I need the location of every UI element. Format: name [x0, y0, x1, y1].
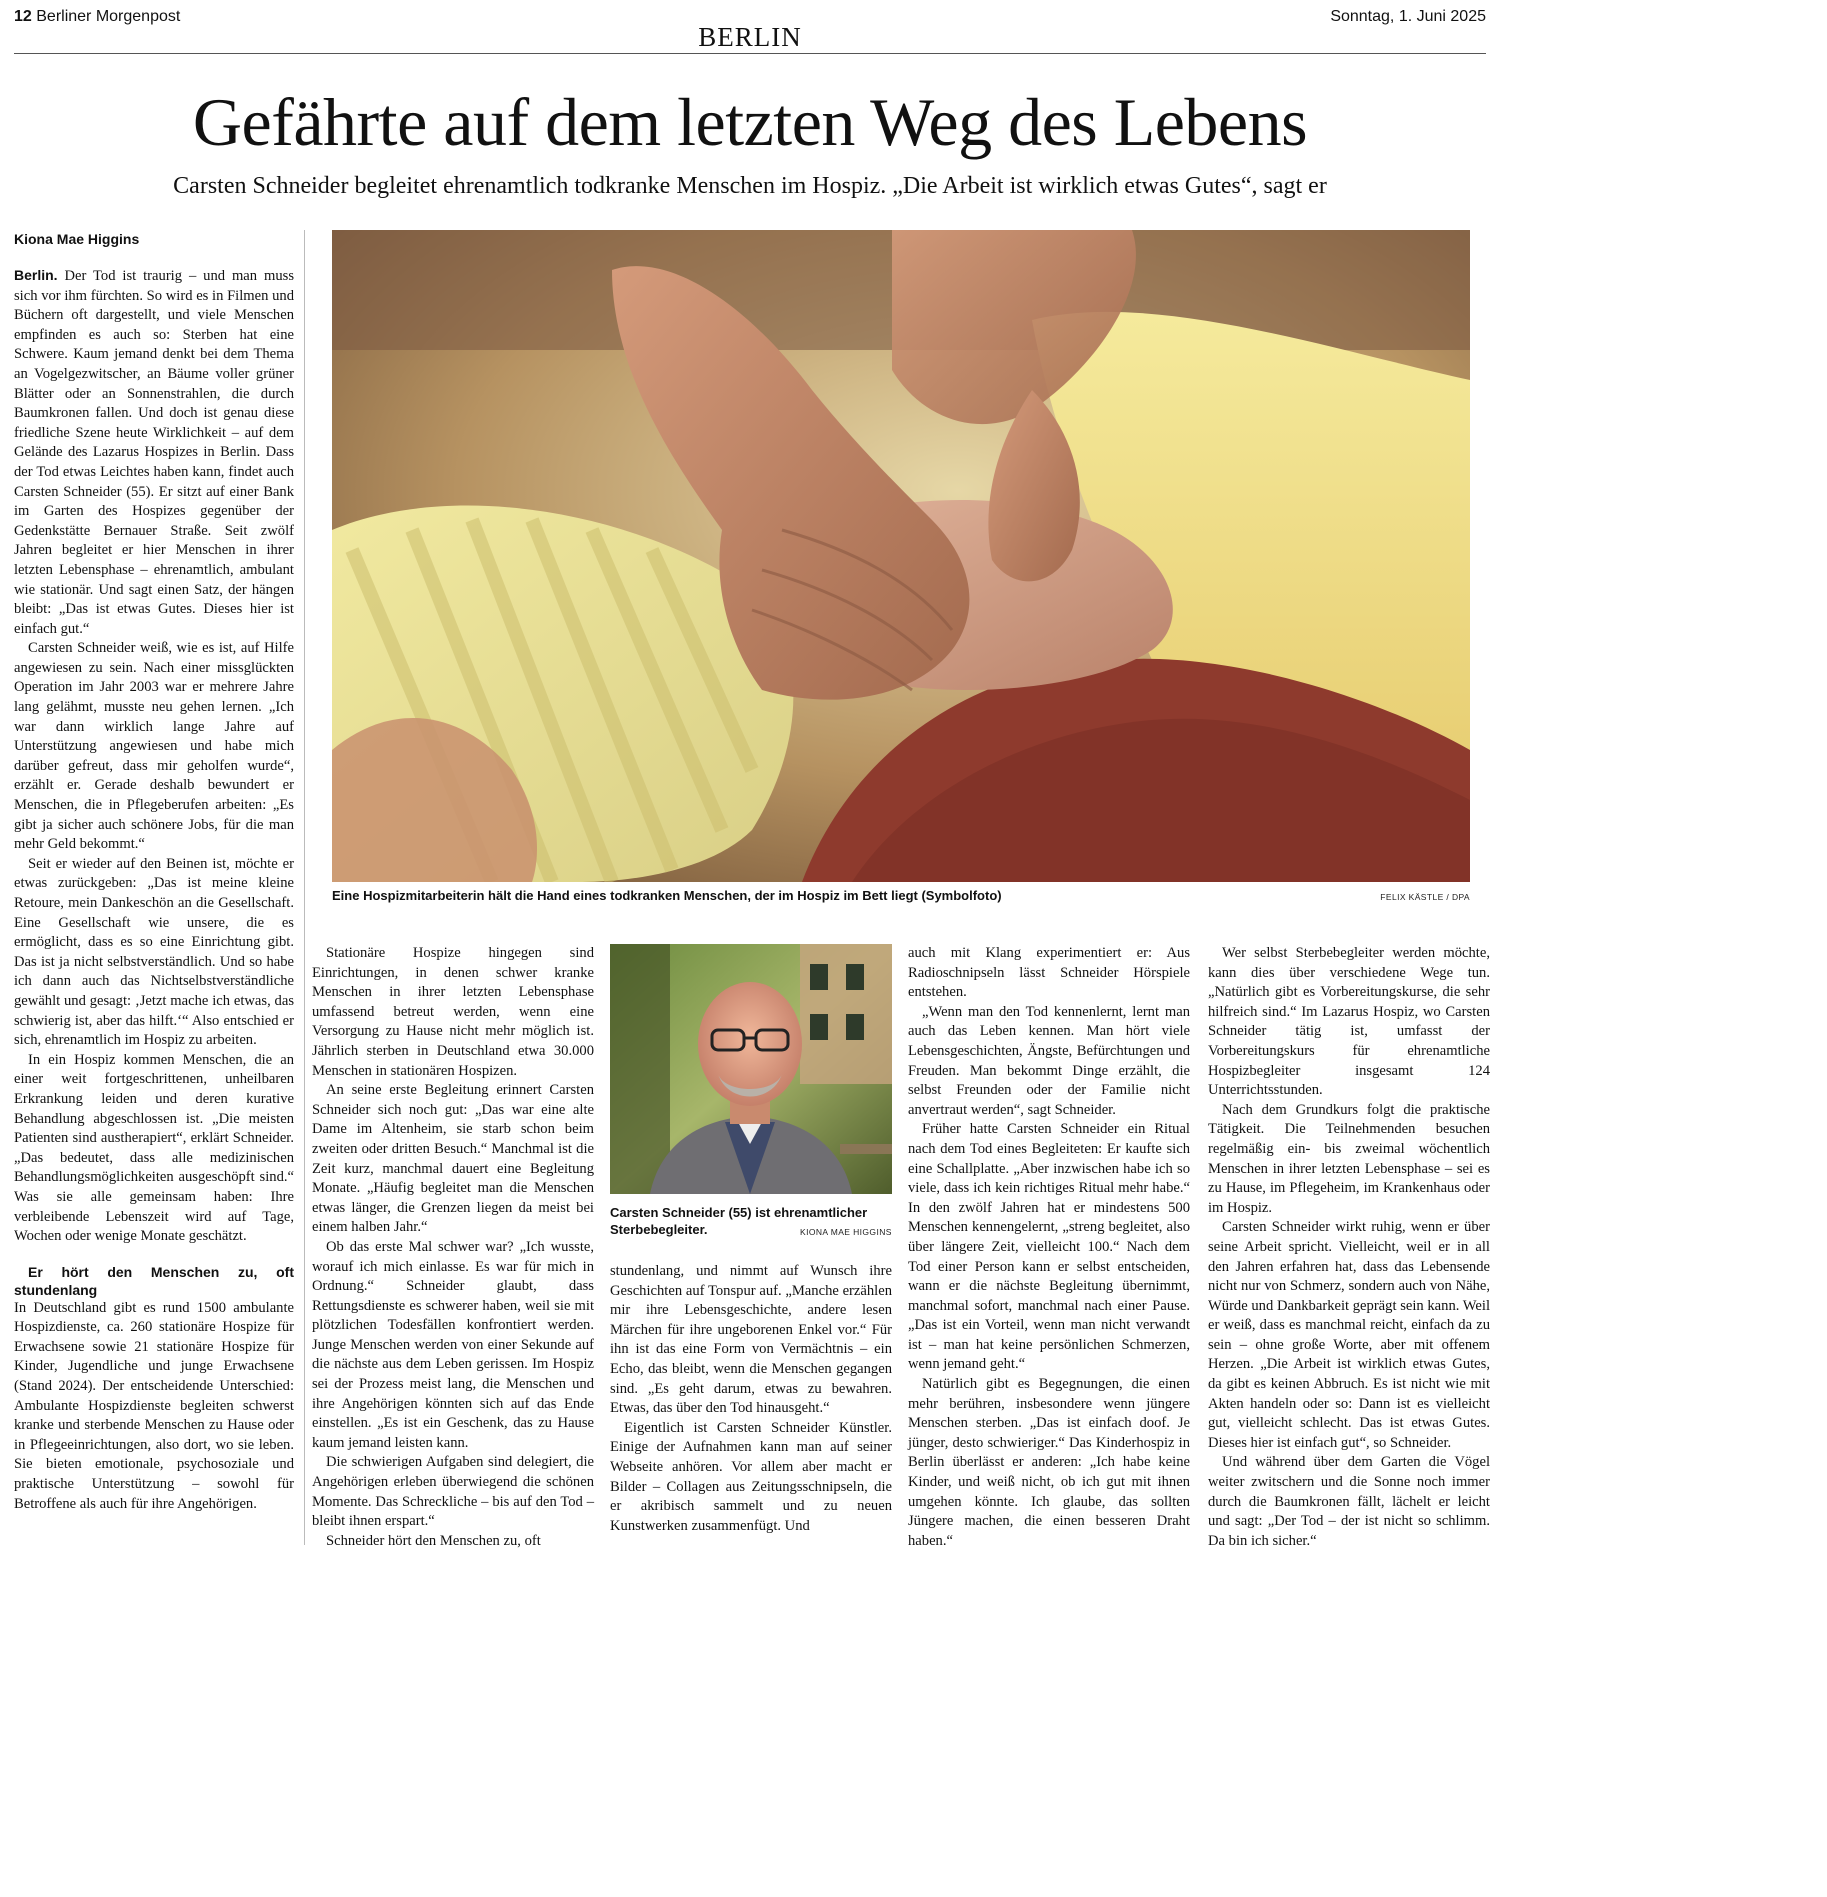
paragraph: Früher hatte Carsten Schneider ein Ritual nach dem Tod eines Begleiteten: Er kaufte sich eine Schallplatte. „Aber inzwischen habe ich so viele, dass ich kein richtiges Ritual mehr habe.“ In den zwölf Jahren hat er mindestens 500 Menschen kennengelernt, „streng begleitet, also über längere Zeit, vielleicht 100.“ Nach dem Tod einer Person kann er selbst entscheiden, wann er die nächste Begleitung übernimmt, manchmal sofort, manchmal nach einer Pause. „Das ist ein Vorteil, wenn man nicht verwandt ist – man hat keine persönlichen Schmerzen, wenn jemand geht.“ — [908, 1121, 1190, 1373]
paragraph: auch mit Klang experimentiert er: Aus Radioschnipseln lässt Schneider Hörspiele entstehen. — [908, 945, 1190, 1001]
subhead: Er hört den Menschen zu, oft stundenlang — [14, 1263, 294, 1298]
column-4-text — [908, 944, 1190, 1551]
portrait-caption: Carsten Schneider (55) ist ehrenamtlicher Sterbebegleiter. — [610, 1205, 868, 1237]
column-1 — [14, 230, 294, 1514]
paragraph: Natürlich gibt es Begegnungen, die einen mehr berühren, insbesondere wenn jüngere Menschen sterben. „Das ist einfach doof. Je jünger, desto schwieriger.“ Das Kinderhospiz in Berlin überlässt er anderen: „Ich habe keine Kinder, und weiß nicht, ob ich gut mit ihnen umgehen könnte. Ich glaube, das sollten Jüngere machen, die einen besseren Draht haben.“ — [908, 1376, 1190, 1549]
section-title: BERLIN — [698, 22, 802, 52]
paragraph: An seine erste Begleitung erinnert Carsten Schneider sich noch gut: „Das war eine alte Dame im Altenheim, sie starb schon beim zweiten oder dritten Besuch.“ Manchmal ist die Zeit kurz, manchmal dauert eine Begleitung Monate. „Häufig begleitet man die Menschen etwas länger, die Grenzen liegen da meist bei einem halben Jahr.“ — [312, 1082, 594, 1236]
paragraph: Eigentlich ist Carsten Schneider Künstler. Einige der Aufnahmen kann man auf seiner Webseite anhören. Vor allem aber macht er Bilder – Collagen aus Zeitungsschnipseln, die er akribisch sammelt und zu neuen Kunstwerken zusammenfügt. Und — [610, 1419, 892, 1534]
main-photo — [332, 230, 1470, 882]
paragraph: Carsten Schneider weiß, wie es ist, auf Hilfe angewiesen zu sein. Nach einer missglückten Operation im Jahr 2003 war er mehrere Jahre lang gelähmt, musste neu gehen lernen. „Ich war dann wirklich lange Jahre auf Unterstützung angewiesen und habe mich darüber gefreut, dass mir geholfen wurde“, erzählt er. Gerade deshalb bewundert er Menschen, die in Pflegeberufen arbeiten: „Es gibt ja sicher auch schönere Jobs, für die man mehr Geld bekommt.“ — [14, 640, 294, 853]
paragraph: Carsten Schneider wirkt ruhig, wenn er über seine Arbeit spricht. Vielleicht, weil er in all den Jahren erfahren hat, dass das Lebensende nicht nur von Schmerz, sondern auch von Nähe, Würde und Dankbarkeit geprägt sein kann. Weil er weiß, dass es manchmal reicht, einfach da zu sein – ohne große Worte, aber mit offenem Herzen. „Die Arbeit ist wirklich etwas Gutes, da gibt es keinen Abbruch. Es ist nicht wie mit Akten handeln oder so: Dann ist es vielleicht gut, vielleicht schlecht. Das ist etwas Gutes. Dieses hier ist einfach gut“, so Schneider. — [1208, 1219, 1490, 1451]
paragraph: In Deutschland gibt es rund 1500 ambulante Hospizdienste, ca. 260 stationäre Hospize für Erwachsene sowie 21 stationäre Hospize für Kinder, Jugendliche und junge Erwachsene (Stand 2024). Der entscheidende Unterschied: Ambulante Hospizdienste begleiten schwerst kranke und sterbende Menschen zu Hause oder in Pflegeeinrichtungen, also dort, wo sie leben. Sie bieten emotionale, psychosoziale und praktische Unterstützung – sowohl für Betroffene als auch für ihre Angehörigen. — [14, 1299, 294, 1512]
column-5-text — [1208, 944, 1490, 1551]
dateline: Berlin. — [14, 267, 58, 283]
portrait-photo — [610, 944, 892, 1194]
paragraph: stundenlang, und nimmt auf Wunsch ihre Geschichten auf Tonspur auf. „Manche erzählen mir ihre Lebensgeschichte, andere lesen Märchen für ihre ungeborenen Enkel vor.“ Für ihn ist das eine Form von Vermächtnis – ein Echo, das bleibt, wenn die Menschen gegangen sind. „Es geht darum, etwas zu bewahren. Etwas, das über den Tod hinausgeht.“ — [610, 1263, 892, 1417]
main-photo-credit: FELIX KÄSTLE / DPA — [1380, 892, 1470, 902]
headline: Gefährte auf dem letzten Weg des Lebens — [192, 84, 1308, 160]
page-number: 12 — [14, 8, 32, 25]
paragraph: „Wenn man den Tod kennenlernt, lernt man auch das Leben kennen. Man hört viele Lebensgeschichten, Ängste, Befürchtungen und Freuden. Man bekommt Dinge erzählt, die selbst Freunden oder der Familie nicht anvertraut werden“, sagt Schneider. — [908, 1003, 1190, 1118]
column-1-text — [14, 266, 294, 1514]
paragraph: Und während über dem Garten die Vögel weiter zwitschern und die Sonne noch immer durch die Baumkronen fällt, lächelt er leicht und sagt: „Der Tod – der ist nicht so schlimm. Da bin ich sicher.“ — [1208, 1454, 1490, 1549]
hands-photo-illustration — [332, 230, 1470, 882]
paragraph: Schneider hört den Menschen zu, oft — [326, 1532, 541, 1549]
paragraph: Seit er wieder auf den Beinen ist, möchte er etwas zurückgeben: „Das ist meine kleine Retoure, mein Dankeschön an die Gesellschaft. Eine Gesellschaft wie unsere, die es ermöglicht, dass es so eine Einrichtung gibt. Das ist ja nicht selbstverständlich. Und so habe ich dann auch das Nichtselbstverständliche gewählt und gesagt: ‚Jetzt mache ich etwas, das schwierig ist, aber das hilft.‘“ Also entschied er sich, ehrenamtlich im Hospiz zu arbeiten. — [14, 855, 294, 1049]
paragraph-text: Der Tod ist traurig – und man muss sich vor ihm fürchten. So wird es in Filmen und Büchern oft dargestellt, und viele Menschen empfinden es auch so: Sterben hat eine Schwere. Kaum jemand denkt bei dem Thema an Vogelgezwitscher, an Bäume voller grüner Blätter oder an Sonnenstrahlen, die durch Baumkronen fallen. Und doch ist genau diese friedliche Szene heute Wirklichkeit – auf dem Gelände des Lazarus Hospizes in Berlin. Dass der Tod etwas Leichtes haben kann, findet auch Carsten Schneider (55). Er sitzt auf einer Bank im Garten des Hospizes gegenüber der Gedenkstätte Bernauer Straße. Seit zwölf Jahren begleitet er hier Menschen in ihrer letzten Lebensphase – ehrenamtlich, ambulant wie stationär. Und sagt einen Satz, der hängen bleibt: „Das ist etwas Gutes. Dieses hier ist einfach gut.“ — [14, 268, 294, 637]
subheadline: Carsten Schneider begleitet ehrenamtlich todkranke Menschen im Hospiz. „Die Arbeit ist wirklich etwas Gutes“, sagt er — [173, 173, 1327, 199]
paragraph — [14, 266, 294, 639]
column-2-text — [312, 944, 594, 1551]
author-byline: Kiona Mae Higgins — [14, 231, 140, 247]
paragraph: In ein Hospiz kommen Menschen, die an einer weit fortgeschrittenen, unheilbaren Erkrankung leiden und deren kurative Behandlung abgeschlossen ist. „Die meisten Patienten sind austherapiert“, erklärt Schneider. „Das bedeutet, dass alle medizinischen Behandlungsmöglichkeiten ausgeschöpft sind.“ Was sie alle gemeinsam haben: Ihre verbleibende Lebenszeit wird auf Tage, Wochen oder wenige Monate geschätzt. — [14, 1051, 294, 1245]
portrait-illustration — [610, 944, 892, 1194]
column-3-text — [610, 1262, 892, 1536]
header-rule — [14, 53, 1486, 54]
portrait-credit: KIONA MAE HIGGINS — [800, 1227, 892, 1237]
paragraph: Nach dem Grundkurs folgt die praktische Tätigkeit. Die Teilnehmenden besuchen regelmäßig ein- bis zweimal wöchentlich Menschen in ihrer letzten Lebensphase – sei es zu Hause, im Pflegeheim, im Krankenhaus oder im Hospiz. — [1208, 1101, 1490, 1216]
publication-name: Berliner Morgenpost — [36, 8, 181, 25]
paragraph: Ob das erste Mal schwer war? „Ich wusste, worauf ich mich einlasse. Es war für mich in Ordnung.“ Schneider glaubt, dass Rettungsdienste es schwerer haben, weil sie mit plötzlichen Todesfällen konfrontiert werden. Junge Menschen werden von einer Sekunde auf die nächste aus dem Leben gerissen. Im Hospiz sei der Prozess meist lang, die Menschen und ihre Angehörigen könnten sich auf das Ende einstellen. „Es ist ein Geschenk, das zu Hause kaum jemand leisten kann. — [312, 1238, 594, 1451]
column-divider — [304, 230, 305, 1545]
paragraph: Wer selbst Sterbebegleiter werden möchte, kann dies über verschiedene Wege tun. „Natürlich gibt es Vorbereitungskurse, die sehr hilfreich sind.“ Im Lazarus Hospiz, wo Carsten Schneider tätig ist, umfasst der Vorbereitungskurs für ehrenamtliche Hospizbegleiter insgesamt 124 Unterrichtsstunden. — [1208, 945, 1490, 1099]
issue-date: Sonntag, 1. Juni 2025 — [1330, 8, 1486, 25]
paragraph: Stationäre Hospize hingegen sind Einrichtungen, in denen schwer kranke Menschen in ihrer letzten Lebensphase umfassend betreut werden, wenn eine Versorgung zu Hause nicht mehr möglich ist. Jährlich sterben in Deutschland etwa 30.000 Menschen in stationären Hospizen. — [312, 945, 594, 1079]
main-photo-caption: Eine Hospizmitarbeiterin hält die Hand eines todkranken Menschen, der im Hospiz im Bett liegt (Symbolfoto) — [332, 888, 1002, 903]
paragraph: Die schwierigen Aufgaben sind delegiert, die Angehörigen erleben überwiegend die schönen Momente. Das Schreckliche – bis auf den Tod – bleibt ihnen erspart.“ — [312, 1454, 594, 1530]
